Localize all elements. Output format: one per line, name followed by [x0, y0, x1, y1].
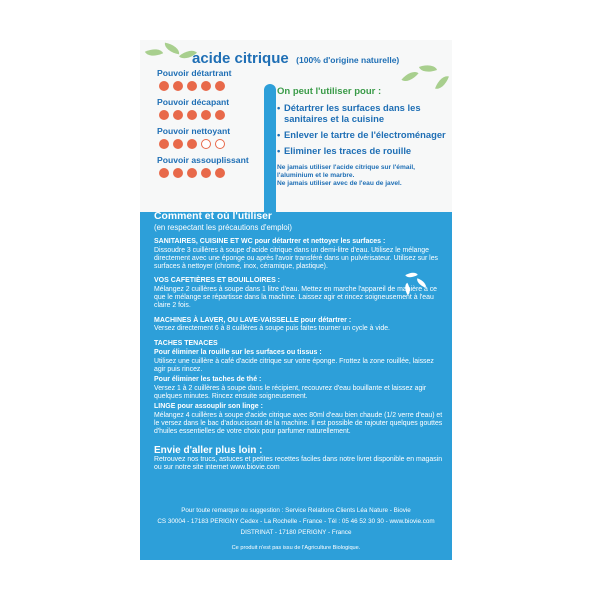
rating-dot-filled	[159, 139, 169, 149]
section-heading: VOS CAFETIÈRES ET BOUILLOIRES :	[154, 277, 281, 285]
rating-dot-filled	[187, 139, 197, 149]
rating-dots	[159, 139, 225, 149]
rating-dot-filled	[187, 81, 197, 91]
property-label: Pouvoir décapant	[157, 97, 230, 107]
section-heading: Pour éliminer la rouille sur les surfaces ou tissus :	[154, 349, 322, 357]
section-heading: TACHES TENACES	[154, 339, 218, 347]
rating-dot-filled	[215, 110, 225, 120]
footer-line: Pour toute remarque ou suggestion : Service Relations Clients Léa Nature - Biovie	[181, 507, 411, 514]
rating-dot-empty	[215, 139, 225, 149]
section-text: Versez 1 à 2 cuillères à soupe dans le récipient, recouvrez d'eau bouillante et laissez agir quelques minutes. Rincez ensuite soigneusement.	[154, 384, 427, 400]
rating-dot-filled	[159, 110, 169, 120]
panel-tab	[264, 84, 276, 224]
use-item: • Enlever le tartre de l'électroménager	[277, 129, 446, 140]
footer-line: DISTRINAT - 17180 PERIGNY - France	[240, 529, 352, 536]
rating-dots	[159, 168, 225, 178]
leaf-icon	[163, 43, 180, 55]
footer-note: Ce produit n'est pas issu de l'Agriculture Biologique.	[231, 545, 361, 551]
section-heading: Pour éliminer les taches de thé :	[154, 376, 262, 384]
how-subtitle: (en respectant les précautions d'emploi)	[154, 223, 293, 232]
top-panel	[140, 40, 452, 212]
rating-dots	[159, 81, 225, 91]
rating-dot-filled	[201, 168, 211, 178]
uses-title: On peut l'utiliser pour :	[277, 86, 382, 97]
rating-dot-filled	[173, 81, 183, 91]
rating-dot-filled	[159, 81, 169, 91]
how-title: Comment et où l'utiliser	[154, 211, 272, 222]
rating-dot-filled	[215, 168, 225, 178]
use-item: • Eliminer les traces de rouille	[277, 145, 412, 156]
more-title: Envie d'aller plus loin :	[154, 444, 263, 456]
rating-dot-empty	[201, 139, 211, 149]
bullet: •	[277, 102, 281, 113]
uses-panel	[277, 86, 447, 189]
instructions-content	[154, 211, 444, 472]
rating-dot-filled	[173, 168, 183, 178]
bullet: •	[277, 145, 281, 156]
section-text: Mélangez 2 cuillères à soupe dans 1 litre d'eau. Mettez en marche l'appareil de manière à ce que le mélange se répartisse dans la machine. Laissez agir et rincez soigneusement à l'eau claire 2 fois.	[154, 285, 438, 310]
title-sub: (100% d'origine naturelle)	[296, 55, 400, 65]
leaf-icon	[401, 67, 418, 85]
warning-text: Ne jamais utiliser l'acide citrique sur l'émail, l'aluminium et le marbre. Ne jamais utiliser avec de l'eau de javel.	[277, 164, 415, 188]
rating-dot-filled	[201, 81, 211, 91]
rating-dot-filled	[159, 168, 169, 178]
rating-dots	[159, 110, 225, 120]
more-text: Retrouvez nos trucs, astuces et petites recettes faciles dans notre livret disponible en magasin ou sur notre site internet www.biovie.com	[154, 455, 443, 471]
title-main: acide citrique	[192, 50, 289, 67]
bullet: •	[277, 129, 281, 140]
footer-line: CS 30004 - 17183 PERIGNY Cedex - La Rochelle - France - Tél : 05 46 52 30 30 - www.biovie.com	[157, 518, 435, 525]
section-text: Dissoudre 3 cuillères à soupe d'acide citrique dans un demi-litre d'eau. Utilisez le mélange directement avec une éponge ou après l'avoir transféré dans un pulvérisateur. Utilisez sur les surfaces à nettoyer (chrome, inox, céramique, plastique).	[154, 246, 438, 271]
rating-dot-filled	[173, 110, 183, 120]
product-label	[140, 40, 452, 560]
property-label: Pouvoir détartrant	[157, 68, 232, 78]
property-label: Pouvoir nettoyant	[157, 126, 231, 136]
leaf-icon	[419, 62, 437, 76]
rating-dot-filled	[187, 168, 197, 178]
use-item: • Détartrer les surfaces dans les sanitaires et la cuisine	[277, 102, 421, 124]
leaf-icon	[145, 45, 163, 60]
section-heading: SANITAIRES, CUISINE ET WC pour détartrer et nettoyer les surfaces :	[154, 238, 386, 245]
section-text: Mélangez 4 cuillères à soupe d'acide citrique avec 80ml d'eau bien chaude (1/2 verre d'eau) et le versez dans le bac d'adoucissant de la machine. Il est possible de rajouter quelques gouttes d'huiles essentielles de votre choix pour parfumer naturellement.	[154, 411, 443, 436]
rating-dot-filled	[201, 110, 211, 120]
rating-dot-filled	[215, 81, 225, 91]
product-title	[192, 50, 399, 68]
rating-dot-filled	[187, 110, 197, 120]
section-text: Versez directement 6 à 8 cuillères à soupe puis faites tourner un cycle à vide.	[154, 325, 390, 333]
section-heading: MACHINES À LAVER, OU LAVE-VAISSELLE pour détartrer :	[154, 316, 352, 324]
rating-dot-filled	[173, 139, 183, 149]
section-heading: LINGE pour assouplir son linge :	[154, 403, 263, 411]
property-label: Pouvoir assouplissant	[157, 155, 249, 165]
section-text: Utilisez une cuillère à café d'acide citrique sur votre éponge. Frottez la zone rouillée, laissez agir puis rincez.	[154, 357, 434, 373]
